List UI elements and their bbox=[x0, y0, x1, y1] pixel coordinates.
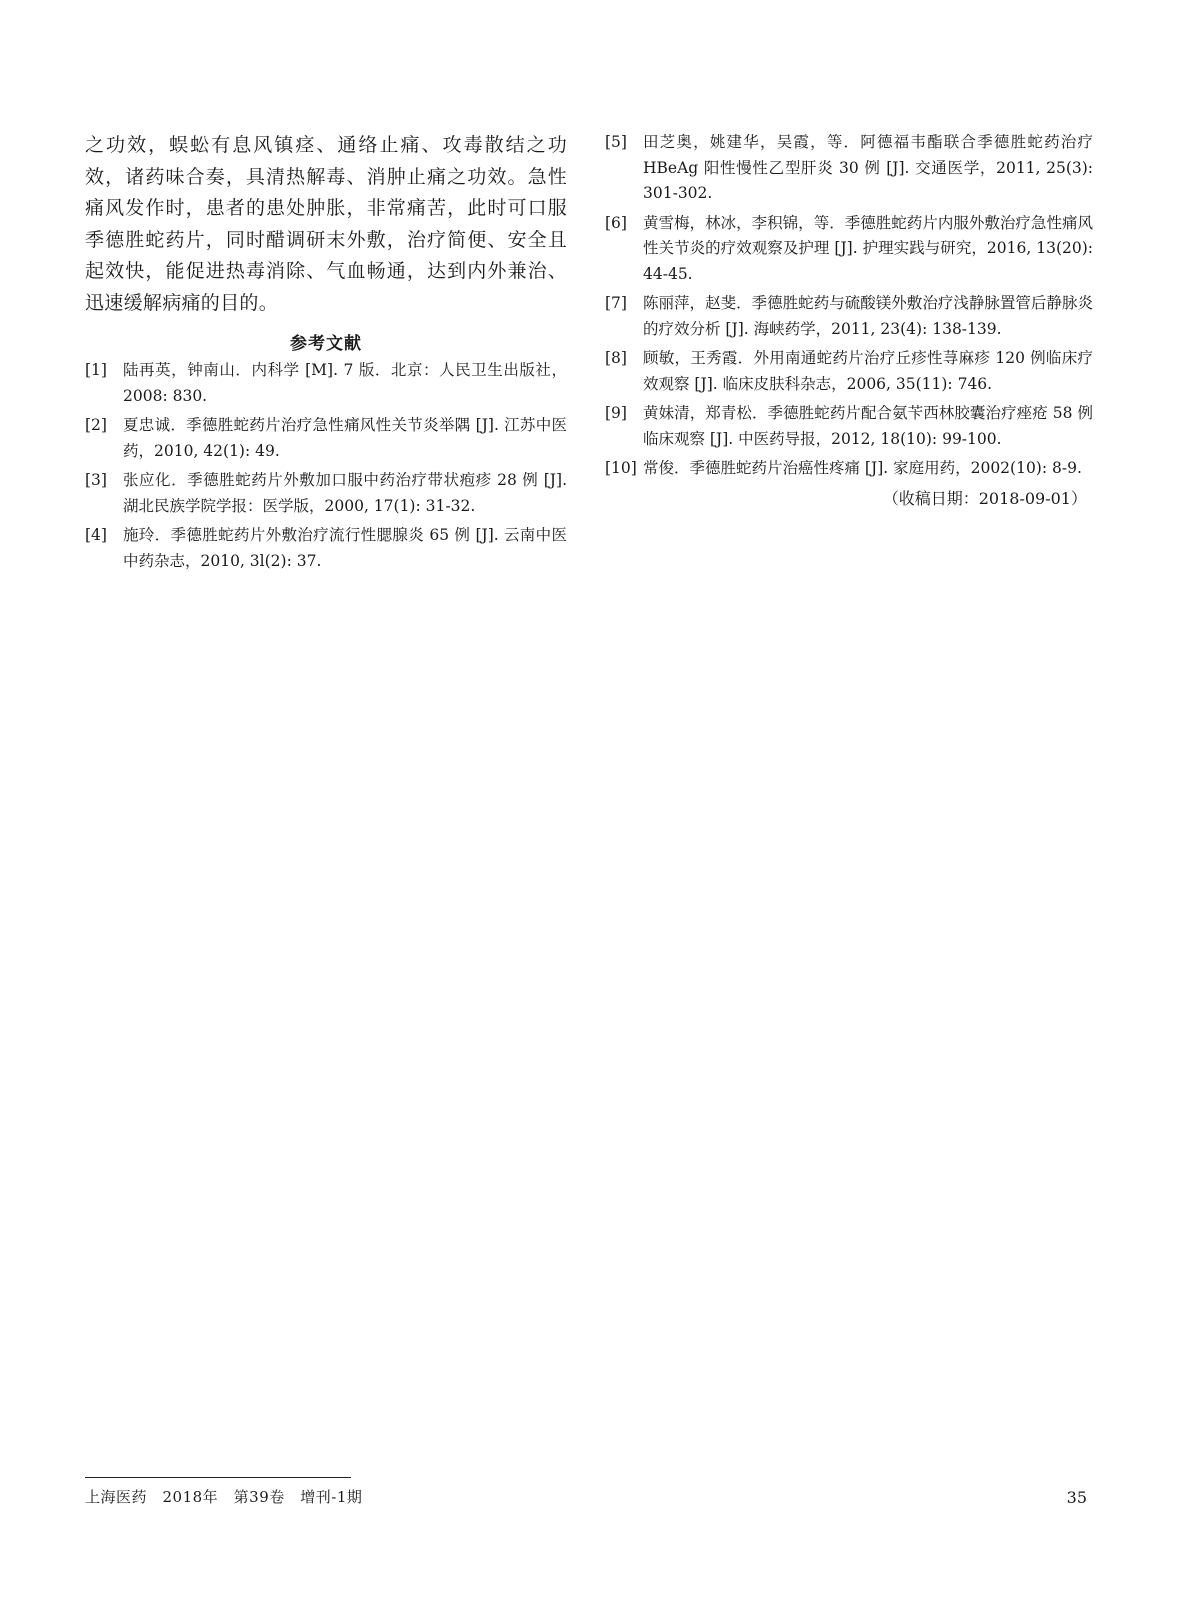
reference-number: [8] bbox=[605, 349, 627, 367]
reference-item bbox=[85, 358, 567, 409]
reference-list-left bbox=[85, 358, 567, 574]
reference-item bbox=[605, 211, 1093, 288]
reference-item bbox=[605, 456, 1093, 482]
reference-number: [2] bbox=[85, 416, 107, 434]
reference-text: 常俊．季德胜蛇药片治癌性疼痛 [J]. 家庭用药，2002(10): 8-9. bbox=[643, 459, 1082, 477]
reference-text: 张应化．季德胜蛇药片外敷加口服中药治疗带状疱疹 28 例 [J]. 湖北民族学院学报：医学版，2000, 17(1): 31-32. bbox=[123, 471, 567, 515]
reference-text: 黄雪梅，林冰，李积锦，等．季德胜蛇药片内服外敷治疗急性痛风性关节炎的疗效观察及护理 [J]. 护理实践与研究，2016, 13(20): 44-45. bbox=[643, 213, 1093, 283]
reference-text: 施玲．季德胜蛇药片外敷治疗流行性腮腺炎 65 例 [J]. 云南中医中药杂志，2010, 3l(2): 37. bbox=[123, 526, 567, 570]
reference-number: [6] bbox=[605, 213, 627, 232]
reference-text: 陆再英，钟南山．内科学 [M]. 7 版．北京：人民卫生出版社，2008: 830. bbox=[123, 361, 567, 405]
reference-text: 顾敏，王秀霞．外用南通蛇药片治疗丘疹性荨麻疹 120 例临床疗效观察 [J]. 临床皮肤科杂志，2006, 35(11): 746. bbox=[643, 349, 1093, 393]
reference-number: [7] bbox=[605, 294, 627, 312]
reference-number: [3] bbox=[85, 471, 107, 489]
reference-item bbox=[85, 523, 567, 574]
reference-item bbox=[605, 130, 1093, 207]
reference-number: [10] bbox=[605, 459, 637, 477]
reference-text: 黄妹清，郑青松．季德胜蛇药片配合氨苄西林胶囊治疗痤疮 58 例临床观察 [J]. 中医药导报，2012, 18(10): 99-100. bbox=[643, 404, 1093, 448]
reference-item bbox=[85, 413, 567, 464]
reference-number: [9] bbox=[605, 404, 627, 422]
references-heading: 参考文献 bbox=[290, 334, 362, 354]
reference-item bbox=[605, 346, 1093, 397]
reference-text: 田芝奥，姚建华，吴霞，等．阿德福韦酯联合季德胜蛇药治疗 HBeAg 阳性慢性乙型肝炎 30 例 [J]. 交通医学，2011, 25(3): 301-302. bbox=[643, 133, 1093, 202]
journal-footer: 上海医药 2018年 第39卷 增刊-1期 bbox=[85, 1488, 363, 1506]
reference-item bbox=[605, 401, 1093, 452]
left-column bbox=[85, 130, 567, 578]
footer-divider bbox=[85, 1477, 351, 1478]
reference-item bbox=[605, 291, 1093, 342]
reference-number: [5] bbox=[605, 133, 627, 151]
reference-list-right bbox=[605, 130, 1093, 482]
body-paragraph: 之功效，蜈蚣有息风镇痉、通络止痛、攻毒散结之功效，诸药味合奏，具清热解毒、消肿止痛之功效。急性痛风发作时，患者的患处肿胀，非常痛苦，此时可口服季德胜蛇药片，同时醋调研末外敷，治疗简便、安全且起效快，能促进热毒消除、气血畅通，达到内外兼治、迅速缓解病痛的目的。 bbox=[85, 134, 567, 314]
reference-text: 夏忠诚．季德胜蛇药片治疗急性痛风性关节炎举隅 [J]. 江苏中医药，2010, 42(1): 49. bbox=[123, 416, 567, 460]
page-number: 35 bbox=[1066, 1488, 1087, 1507]
reference-item bbox=[85, 468, 567, 519]
received-date: （收稿日期：2018-09-01） bbox=[882, 488, 1087, 508]
reference-number: [1] bbox=[85, 361, 107, 379]
reference-number: [4] bbox=[85, 526, 107, 544]
right-column bbox=[605, 130, 1093, 509]
reference-text: 陈丽萍，赵斐．季德胜蛇药与硫酸镁外敷治疗浅静脉置管后静脉炎的疗效分析 [J]. 海峡药学，2011, 23(4): 138-139. bbox=[643, 294, 1093, 338]
